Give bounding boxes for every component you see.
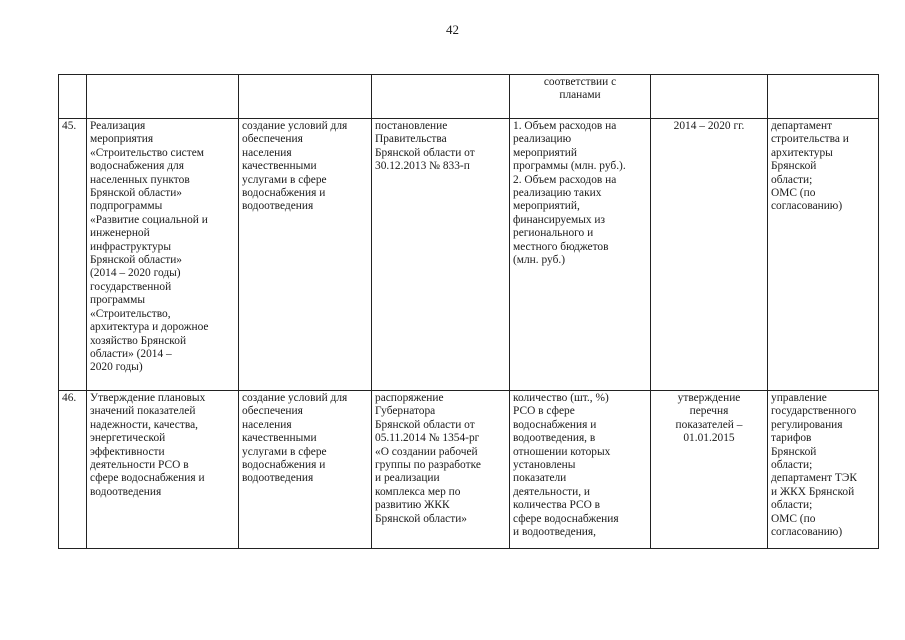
document-cell: распоряжение Губернатора Брянской области от 05.11.2014 № 1354-рг «О создании рабочей группы по разработке и реализации комплекса мер по развитию ЖКК Брянской области» — [372, 391, 510, 549]
document-cell — [372, 75, 510, 119]
goal-cell — [239, 75, 372, 119]
table-row — [59, 75, 879, 119]
executor-cell: управление государственного регулирования тарифов Брянской области; департамент ТЭК и ЖКХ Брянской области; ОМС (по согласованию) — [768, 391, 879, 549]
period-cell: утверждение перечня показателей – 01.01.2015 — [651, 391, 768, 549]
executor-cell — [768, 75, 879, 119]
row-number: 46. — [59, 391, 87, 549]
period-cell — [651, 75, 768, 119]
row-number: 45. — [59, 119, 87, 391]
table-row — [59, 391, 879, 549]
table-row — [59, 119, 879, 391]
period-cell: 2014 – 2020 гг. — [651, 119, 768, 391]
indicator-cell: 1. Объем расходов на реализацию мероприятий программы (млн. руб.). 2. Объем расходов на реализацию таких мероприятий, финансируемых из регионального и местного бюджетов (млн. руб.) — [510, 119, 651, 391]
activity-cell — [87, 75, 239, 119]
goal-cell: создание условий для обеспечения населения качественными услугами в сфере водоснабжения и водоотведения — [239, 391, 372, 549]
page-number: 42 — [446, 22, 459, 37]
document-cell: постановление Правительства Брянской области от 30.12.2013 № 833-п — [372, 119, 510, 391]
activity-cell: Утверждение плановых значений показателей надежности, качества, энергетической эффективности деятельности РСО в сфере водоснабжения и водоотведения — [87, 391, 239, 549]
indicator-cell: соответствии с планами — [510, 75, 651, 119]
indicator-cell: количество (шт., %) РСО в сфере водоснабжения и водоотведения, в отношении которых установлены показатели деятельности, и количества РСО в сфере водоснабжения и водоотведения, — [510, 391, 651, 549]
measures-table — [58, 74, 879, 549]
activity-cell: Реализация мероприятия «Строительство систем водоснабжения для населенных пунктов Брянской области» подпрограммы «Развитие социальной и инженерной инфраструктуры Брянской области» (2014 – 2020 годы) государственной программы «Строительство, архитектура и дорожное хозяйство Брянской области» (2014 – 2020 годы) — [87, 119, 239, 391]
executor-cell: департамент строительства и архитектуры Брянской области; ОМС (по согласованию) — [768, 119, 879, 391]
goal-cell: создание условий для обеспечения населения качественными услугами в сфере водоснабжения и водоотведения — [239, 119, 372, 391]
row-number — [59, 75, 87, 119]
